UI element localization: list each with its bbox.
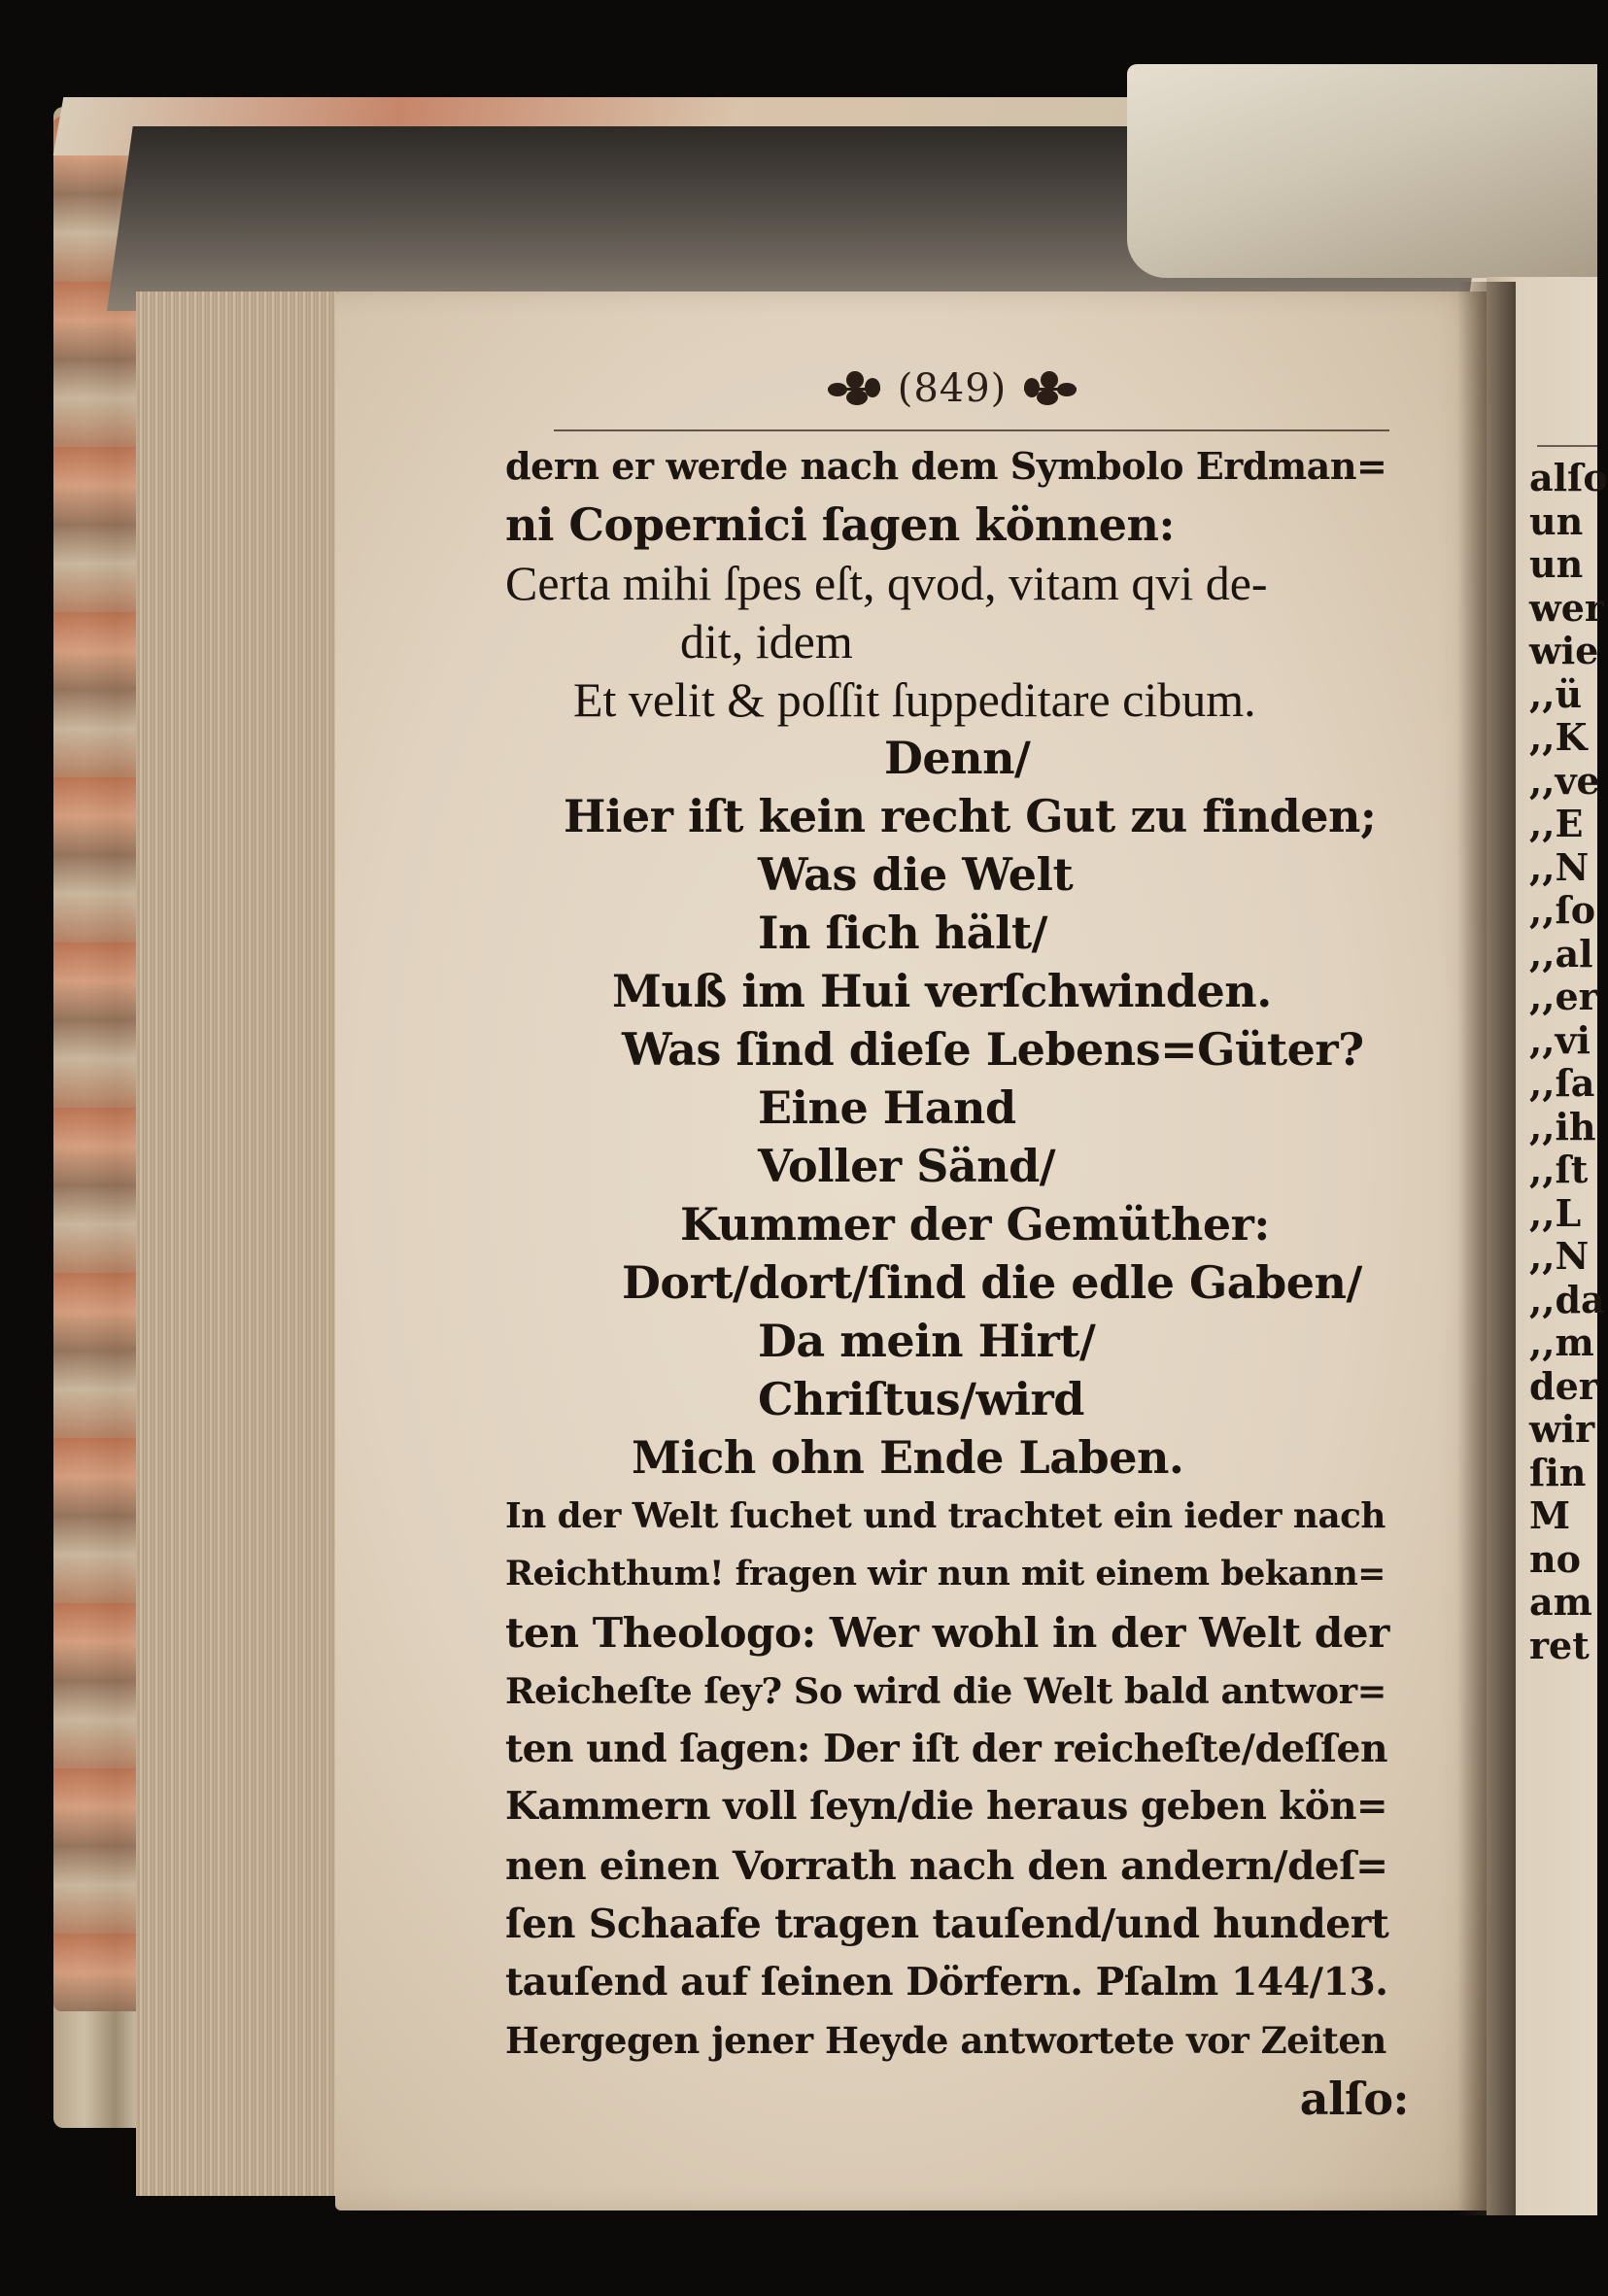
text-line: Kummer der Gemüther: <box>680 1198 1270 1251</box>
facing-text-line: ,,K <box>1529 715 1588 759</box>
text-line: Et velit & poſſit ſuppeditare cibum. <box>573 672 1256 727</box>
text-line: tauſend auf ſeinen Dörfern. Pſalm 144/13. <box>505 1960 1388 2005</box>
text-line: Certa mihi ſpes eſt, qvod, vitam qvi de- <box>505 556 1268 610</box>
facing-text-line: un <box>1529 542 1584 586</box>
facing-text-line: no <box>1529 1536 1581 1581</box>
text-line: Da mein Hirt/ <box>758 1315 1096 1367</box>
facing-text-line: ,,ſo <box>1529 888 1596 932</box>
page-header <box>797 355 1108 423</box>
text-line: Dort/dort/ſind die edle Gaben/ <box>622 1256 1362 1309</box>
text-line: dit, idem <box>680 614 853 668</box>
facing-text-line: ,,da <box>1529 1277 1605 1321</box>
facing-text-line: ,,ü <box>1529 671 1583 716</box>
text-line: Voller Sänd/ <box>758 1140 1056 1192</box>
facing-text-line: ,,vi <box>1529 1017 1591 1062</box>
text-line: ſen Schaafe tragen tauſend/und hundert <box>505 1901 1389 1947</box>
facing-text-line: wir <box>1529 1407 1595 1451</box>
text-line: Reichthum! fragen wir nun mit einem bekann= <box>505 1554 1386 1593</box>
facing-header-rule <box>1537 445 1597 447</box>
facing-text-line: M <box>1529 1493 1571 1537</box>
text-line: Hergegen jener Heyde antwortete vor Zeiten <box>505 2019 1386 2062</box>
text-line: alſo: <box>1299 2073 1409 2125</box>
facing-text-line: ,,ſa <box>1529 1061 1595 1105</box>
page-stack-edge <box>136 291 350 2196</box>
text-line: In ſich hält/ <box>758 907 1047 959</box>
text-line: Reicheſte ſey? So wird die Welt bald antwor= <box>505 1669 1386 1712</box>
facing-text-line: der <box>1529 1363 1598 1408</box>
facing-text-line: wer <box>1529 585 1604 630</box>
facing-text-line: ,,ih <box>1529 1104 1596 1148</box>
facing-page-text <box>1529 456 1608 1667</box>
text-line: Kammern voll ſeyn/die heraus geben kön= <box>505 1785 1388 1829</box>
facing-text-line: ſin <box>1529 1450 1587 1494</box>
book-cover-edge <box>53 117 146 2011</box>
text-line: ten Theologo: Wer wohl in der Welt der <box>505 1608 1389 1657</box>
text-line: ten und ſagen: Der iſt der reicheſte/deſſen <box>505 1727 1387 1771</box>
text-line: Chriſtus/wird <box>758 1373 1084 1425</box>
text-line: Eine Hand <box>758 1081 1016 1134</box>
text-line: Mich ohn Ende Laben. <box>632 1431 1184 1484</box>
text-line: Was ſind dieſe Lebens=Güter? <box>622 1023 1364 1076</box>
gutter-shadow <box>1457 282 1516 2215</box>
facing-text-line: ,,m <box>1529 1320 1594 1364</box>
facing-text-line: alſo <box>1529 456 1608 499</box>
text-line: Was die Welt <box>758 848 1074 901</box>
header-rule <box>554 429 1389 431</box>
text-line: Denn/ <box>884 732 1031 784</box>
right-fleuron-icon <box>1020 366 1080 411</box>
text-line: Muß im Hui verſchwinden. <box>612 965 1272 1017</box>
page-text-body <box>505 437 1409 2128</box>
text-line: ni Copernici ſagen können: <box>505 498 1175 551</box>
page-number: (849) <box>897 366 1008 411</box>
text-line: In der Welt ſuchet und trachtet ein ieder nach <box>505 1495 1386 1536</box>
binding-corner <box>1127 64 1597 278</box>
text-line: nen einen Vorrath nach den andern/deſ= <box>505 1842 1388 1889</box>
facing-text-line: ,,L <box>1529 1190 1582 1235</box>
facing-text-line: wie <box>1529 629 1599 672</box>
facing-text-line: am <box>1529 1580 1592 1624</box>
facing-text-line: ret <box>1529 1623 1590 1667</box>
facing-text-line: ,,ſt <box>1529 1148 1589 1191</box>
facing-text-line: ,,ve <box>1529 758 1600 803</box>
text-line: Hier iſt kein recht Gut zu finden; <box>564 790 1377 842</box>
facing-text-line: ,,al <box>1529 931 1593 976</box>
facing-text-line: ,,N <box>1529 844 1590 889</box>
facing-text-line: ,,er <box>1529 975 1598 1018</box>
facing-text-line: ,,E <box>1529 802 1584 845</box>
text-line: dern er werde nach dem Symbolo Erdman= <box>505 444 1387 488</box>
facing-text-line: ,,N <box>1529 1234 1590 1278</box>
left-fleuron-icon <box>824 366 884 411</box>
facing-text-line: un <box>1529 498 1584 543</box>
